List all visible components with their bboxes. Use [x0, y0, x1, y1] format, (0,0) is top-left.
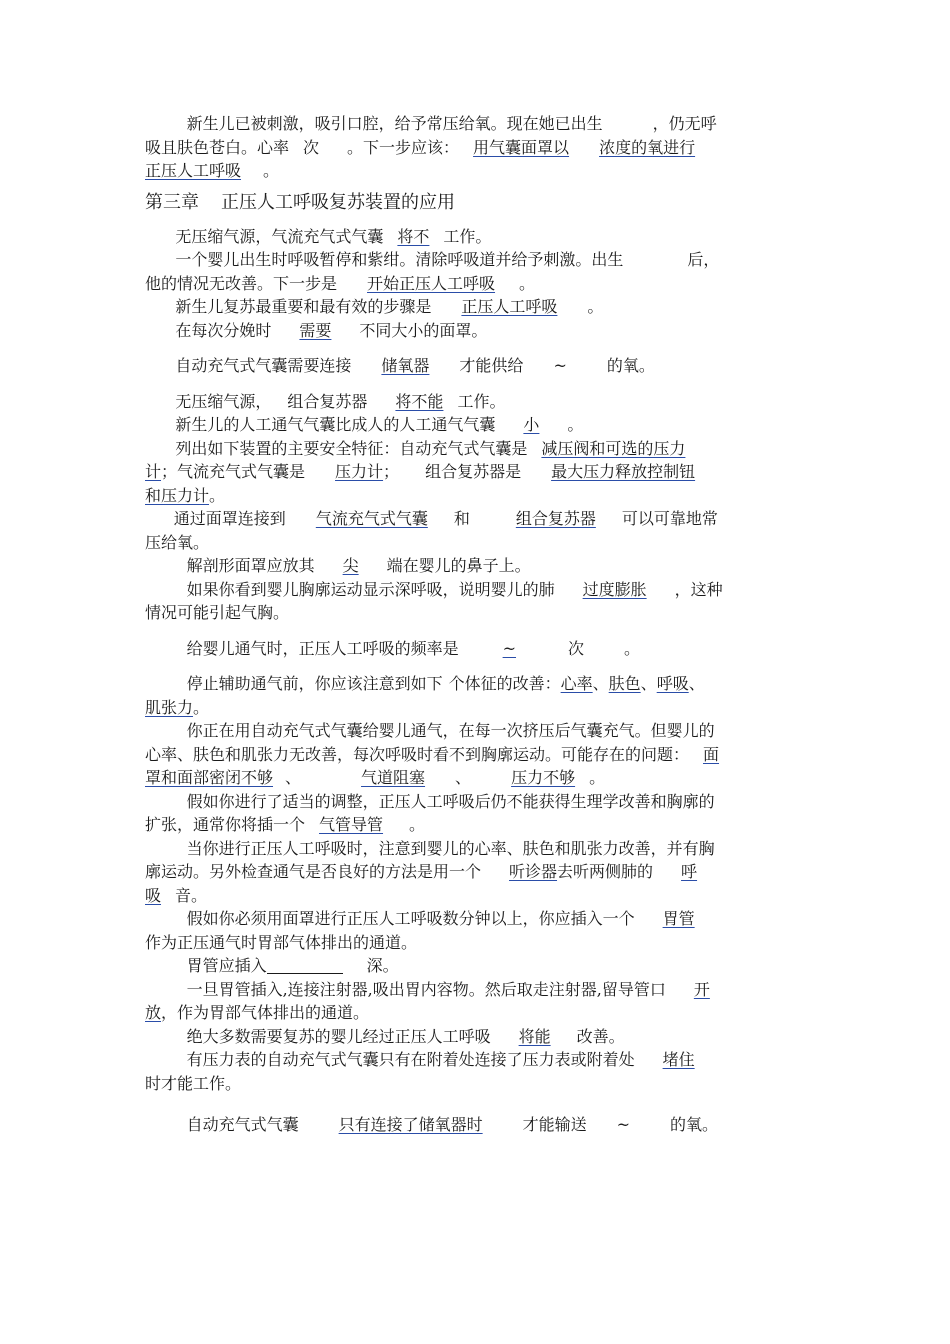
text: 胃管应插入 [186, 956, 267, 975]
text: 小 [523, 415, 540, 434]
text: 需要 [299, 320, 332, 340]
answer-blank [657, 674, 689, 693]
answer-blank [689, 745, 719, 764]
answer-blank [470, 509, 610, 528]
text: 才能输送 [522, 1115, 587, 1134]
text: 工作。 [457, 391, 506, 411]
text: 组合复苏器 [287, 391, 368, 411]
answer-blank [527, 439, 685, 458]
text: 正压人工呼吸 [145, 161, 242, 180]
text: 。 [624, 638, 641, 658]
text: 廓运动。另外检查通气是否良好的方法是用一个 [145, 862, 482, 881]
text: 堵住 [662, 1050, 695, 1069]
text: 。 [519, 273, 536, 293]
text: 音。 [175, 885, 208, 905]
paragraph [145, 248, 810, 272]
paragraph [145, 672, 810, 696]
text: 。 [263, 161, 280, 180]
text: 第三章 [145, 191, 199, 213]
answer-blank [286, 509, 442, 528]
text: 解剖形面罩应放其 [186, 556, 315, 575]
paragraph [145, 1025, 810, 1049]
text: 无压缩气源，气流充气式气囊 [175, 226, 384, 246]
answer-blank [471, 768, 589, 787]
answer-blank [561, 674, 593, 693]
text: 呼 [681, 862, 698, 881]
text: 假如你必须用面罩进行正压人工呼吸数分钟以上，你应插入一个 [186, 909, 635, 928]
answer-blank [145, 161, 263, 180]
text: 次 [568, 638, 585, 658]
text: 最大压力释放控制钮 [551, 462, 696, 481]
text: 新生儿复苏最重要和最有效的步骤是 [175, 297, 432, 316]
text: 罩和面部密闭不够 [145, 768, 274, 787]
answer-blank [555, 580, 675, 599]
paragraph [145, 790, 810, 814]
text: 将不 [397, 226, 430, 246]
text: 吸 [145, 885, 162, 905]
answer-blank [305, 815, 397, 834]
paragraph [145, 1113, 810, 1137]
paragraph [145, 437, 810, 461]
answer-blank [145, 886, 175, 905]
text: ~ [616, 1115, 631, 1134]
text: 压给氧。 [145, 532, 210, 552]
text: 端在婴儿的鼻子上。 [386, 556, 531, 575]
text: 浓度的氧进行 [599, 137, 696, 157]
text: 听诊器 [509, 862, 558, 881]
text: 。 [193, 697, 210, 717]
text: 只有连接了储氧器时 [338, 1115, 483, 1134]
answer-blank [635, 909, 695, 928]
text: 改善。 [576, 1026, 625, 1046]
text: ~ [553, 356, 567, 375]
paragraph [145, 112, 810, 136]
paragraph [145, 136, 810, 160]
paragraph [145, 225, 810, 249]
paragraph [145, 719, 810, 743]
text: 。 [567, 415, 584, 434]
paragraph [145, 743, 810, 767]
text: 压力不够 [511, 768, 576, 787]
text: 肌张力 [145, 697, 194, 717]
text: 次 [303, 137, 320, 157]
paragraph [145, 884, 810, 908]
text: 。 [587, 297, 604, 316]
text: 减压阀和可选的压力 [541, 438, 686, 458]
text: 作为正压通气时胃部气体排出的通道。 [145, 932, 418, 952]
text: 自动充气式气囊需要连接 [175, 356, 352, 375]
text: 不同大小的面罩。 [359, 320, 488, 340]
text: 将不能 [395, 391, 444, 411]
text: 气管导管 [319, 815, 384, 834]
answer-blank [145, 768, 273, 787]
answer-blank [491, 1027, 565, 1046]
text: 放 [145, 1003, 162, 1022]
answer-blank [351, 356, 459, 375]
text: 组合复苏器 [515, 509, 596, 528]
text: 将能 [518, 1026, 551, 1046]
text: 当你进行正压人工呼吸时，注意到婴儿的心率、肤色和肌张力改善，并有胸 [186, 838, 715, 858]
text: 绝大多数需要复苏的婴儿经过正压人工呼吸 [186, 1026, 491, 1046]
paragraph [145, 413, 810, 437]
text: 如果你看到婴儿胸廓运动显示深呼吸，说明婴儿的肺 [186, 579, 555, 599]
answer-blank [481, 862, 557, 881]
paragraph [145, 484, 810, 508]
text: 正压人工呼吸 [461, 297, 558, 316]
paragraph [145, 507, 810, 531]
paragraph [145, 954, 810, 978]
paragraph [145, 272, 810, 296]
answer-blank [431, 297, 587, 316]
text: 的氧。 [670, 1115, 719, 1134]
paragraph [145, 295, 810, 319]
text: 吸且肤色苍白。心率 [145, 137, 290, 157]
text: 正压人工呼吸复苏装置的应用 [221, 191, 455, 213]
text: 可以可靠地常 [621, 509, 718, 528]
answer-blank [299, 1115, 523, 1134]
text: 用气囊面罩以 [473, 137, 570, 157]
text: 。下一步应该： [347, 137, 460, 157]
text: 气流充气式气囊 [315, 509, 428, 528]
text: 、 [688, 674, 705, 693]
paragraph [145, 319, 810, 343]
text: 扩张，通常你将插一个 [145, 815, 306, 834]
text: ~ [502, 638, 517, 658]
text: 、 [455, 768, 472, 787]
paragraph [145, 907, 810, 931]
text: ，这种 [674, 579, 723, 599]
text: 一旦胃管插入,连接注射器,吸出胃内容物。然后取走注射器,留导管口 [186, 979, 666, 999]
text: 肤色 [608, 674, 641, 693]
text: ；气流充气式气囊是 [161, 462, 306, 481]
answer-blank [337, 274, 509, 293]
text: 的氧。 [606, 356, 655, 375]
paragraph [145, 578, 810, 602]
answer-blank [495, 415, 567, 434]
text: 个体征的改善： [448, 674, 561, 693]
paragraph [145, 354, 810, 378]
paragraph [145, 460, 810, 484]
text: 过度膨胀 [582, 579, 647, 599]
text: ，仍无呼 [652, 114, 717, 133]
answer-blank [315, 556, 387, 575]
text: 后， [687, 250, 720, 269]
text: 假如你进行了适当的调整，正压人工呼吸后仍不能获得生理学改善和胸廓的 [186, 791, 715, 811]
answer-blank [635, 1050, 695, 1069]
text: 给婴儿通气时，正压人工呼吸的频率是 [186, 638, 459, 658]
text: 计 [145, 462, 162, 481]
text: 深。 [366, 956, 399, 975]
paragraph [145, 978, 810, 1002]
text: 心率 [560, 674, 593, 693]
text: 气道阻塞 [361, 768, 426, 787]
paragraph [145, 837, 810, 861]
text: 开始正压人工呼吸 [367, 273, 496, 293]
paragraph [145, 1001, 810, 1025]
answer-blank [145, 698, 193, 717]
answer-blank [145, 1003, 161, 1022]
text: 停止辅助通气前，你应该注意到如下 [186, 674, 443, 693]
text: 工作。 [443, 226, 492, 246]
paragraph [145, 1072, 810, 1096]
document-body [145, 112, 810, 1137]
paragraph [145, 531, 810, 555]
answer-blank [653, 862, 697, 881]
text: 自动充气式气囊 [186, 1115, 299, 1134]
text: 、 [640, 674, 657, 693]
text: 储氧器 [381, 356, 430, 375]
answer-blank [145, 462, 161, 481]
answer-blank [305, 462, 383, 481]
paragraph [145, 813, 810, 837]
answer-blank [521, 462, 695, 481]
text: 在每次分娩时 [175, 320, 272, 340]
paragraph [145, 696, 810, 720]
answer-blank [145, 486, 209, 505]
text: 新生儿已被刺激，吸引口腔，给予常压给氧。现在她已出生 [186, 114, 603, 133]
text: 心率、肤色和肌张力无改善，每次呼吸时看不到胸廓运动。可能存在的问题： [145, 744, 690, 764]
answer-blank [609, 674, 641, 693]
answer-blank [271, 321, 359, 340]
text: 组合复苏器是 [425, 462, 522, 481]
paragraph [145, 931, 810, 955]
answer-blank [666, 980, 710, 999]
chapter-heading [145, 189, 810, 217]
answer-blank [383, 227, 443, 246]
text: 列出如下装置的主要安全特征：自动充气式气囊是 [175, 438, 528, 458]
text: 情况可能引起气胸。 [145, 603, 290, 622]
text: 去听两侧肺的 [557, 862, 654, 881]
paragraph [145, 554, 810, 578]
paragraph [145, 766, 810, 790]
text: 一个婴儿出生时呼吸暂停和紫绀。清除呼吸道并给予刺激。出生 [175, 250, 624, 269]
text: 和压力计 [145, 485, 210, 505]
text: 。 [589, 768, 606, 787]
text: 胃管 [662, 909, 695, 928]
text: 尖 [342, 556, 359, 575]
paragraph [145, 601, 810, 625]
paragraph [145, 1048, 810, 1072]
text: 、 [592, 674, 609, 693]
answer-blank [301, 768, 455, 787]
paragraph [145, 159, 810, 183]
text: 和 [453, 509, 470, 528]
answer-blank [459, 639, 556, 658]
blank-line [267, 957, 343, 974]
text: 他的情况无改善。下一步是 [145, 273, 338, 293]
text: 才能供给 [459, 356, 524, 375]
text: 无压缩气源， [175, 391, 272, 411]
text: 压力计 [335, 462, 384, 481]
paragraph [145, 390, 810, 414]
paragraph [145, 860, 810, 884]
text: 新生儿的人工通气气囊比成人的人工通气气囊 [175, 415, 496, 434]
text: ，作为胃部气体排出的通道。 [161, 1003, 370, 1022]
text: 有压力表的自动充气式气囊只有在附着处连接了压力表或附着处 [186, 1050, 635, 1069]
text: ； [383, 462, 400, 481]
text: 时才能工作。 [145, 1073, 242, 1093]
text: 。 [209, 485, 226, 505]
text: 开 [693, 979, 710, 999]
text: 你正在用自动充气式气囊给婴儿通气，在每一次挤压后气囊充气。但婴儿的 [186, 721, 715, 740]
paragraph [145, 637, 810, 661]
text: 通过面罩连接到 [173, 509, 286, 528]
answer-blank [367, 392, 457, 411]
text: 呼吸 [656, 674, 689, 693]
text: 。 [409, 815, 426, 834]
text: 、 [285, 768, 302, 787]
text: 面 [703, 744, 720, 764]
answer-blank [459, 138, 695, 157]
